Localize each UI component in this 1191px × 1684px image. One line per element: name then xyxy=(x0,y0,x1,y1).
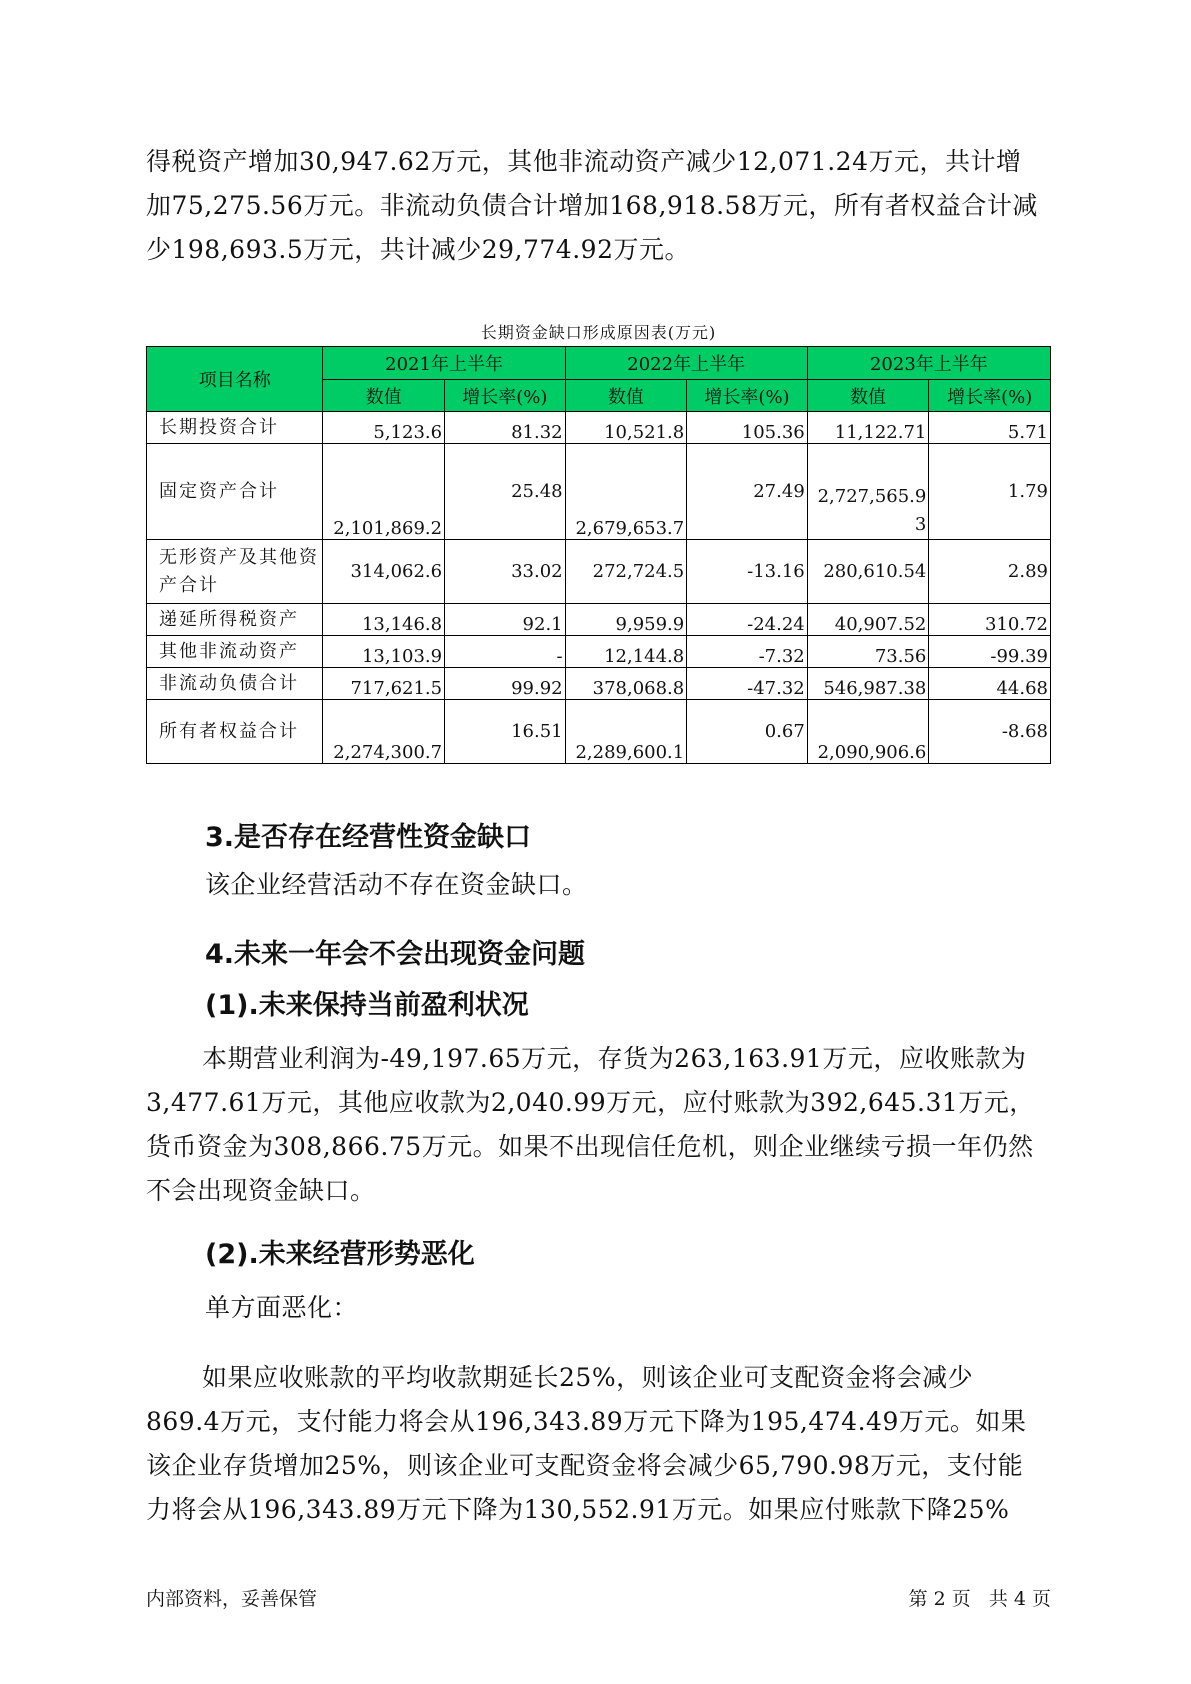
table-row xyxy=(147,604,1051,636)
header-growth: 增长率(%) xyxy=(687,380,808,412)
cell-value: 10,521.8 xyxy=(565,412,687,444)
cell-value: 12,144.8 xyxy=(565,636,687,668)
cell-growth: 27.49 xyxy=(687,444,808,540)
cell-growth: 5.71 xyxy=(929,412,1051,444)
cell-growth: -99.39 xyxy=(929,636,1051,668)
table-row xyxy=(147,540,1051,604)
cell-value: 2,274,300.7 xyxy=(323,700,445,764)
header-growth: 增长率(%) xyxy=(929,380,1051,412)
cell-growth: 44.68 xyxy=(929,668,1051,700)
cell-value: 13,103.9 xyxy=(323,636,445,668)
header-growth: 增长率(%) xyxy=(445,380,566,412)
cell-growth: 0.67 xyxy=(687,700,808,764)
header-value: 数值 xyxy=(323,380,445,412)
cell-value: 11,122.71 xyxy=(807,412,929,444)
cell-value: 2,101,869.2 xyxy=(323,444,445,540)
cell-growth: 310.72 xyxy=(929,604,1051,636)
cell-growth: -8.68 xyxy=(929,700,1051,764)
section4-sub2-intro: 单方面恶化： xyxy=(205,1293,359,1322)
section4-sub1-heading: (1).未来保持当前盈利状况 xyxy=(205,990,529,1021)
cell-growth: -24.24 xyxy=(687,604,808,636)
cell-value: 73.56 xyxy=(807,636,929,668)
cell-value: 717,621.5 xyxy=(323,668,445,700)
cell-growth: -7.32 xyxy=(687,636,808,668)
cell-value: 2,679,653.7 xyxy=(565,444,687,540)
header-period-2021: 2021年上半年 xyxy=(323,347,565,380)
row-label: 所有者权益合计 xyxy=(147,700,323,764)
intro-paragraph: 得税资产增加30,947.62万元，其他非流动资产减少12,071.24万元，共计增加75,275.56万元。非流动负债合计增加168,918.58万元，所有者权益合计减少198,693.5万元，共计减少29,774.92万元。 xyxy=(146,147,1038,264)
table-row xyxy=(147,700,1051,764)
cell-value: 2,289,600.1 xyxy=(565,700,687,764)
footer-page-number: 第 2 页 共 4 页 xyxy=(908,1588,1051,1610)
table-row xyxy=(147,636,1051,668)
table-row xyxy=(147,412,1051,444)
cell-growth: 2.89 xyxy=(929,540,1051,604)
cell-growth: 1.79 xyxy=(929,444,1051,540)
section3-heading: 3.是否存在经营性资金缺口 xyxy=(205,822,532,853)
cell-growth: 99.92 xyxy=(445,668,566,700)
cell-value: 314,062.6 xyxy=(323,540,445,604)
cell-growth: 105.36 xyxy=(687,412,808,444)
row-label: 递延所得税资产 xyxy=(147,604,323,636)
row-label: 固定资产合计 xyxy=(147,444,323,540)
cell-growth: -47.32 xyxy=(687,668,808,700)
cell-growth: -13.16 xyxy=(687,540,808,604)
cell-value: 378,068.8 xyxy=(565,668,687,700)
table-row xyxy=(147,444,1051,540)
table-caption: 长期资金缺口形成原因表(万元) xyxy=(480,323,717,342)
section3-text: 该企业经营活动不存在资金缺口。 xyxy=(205,870,588,899)
cell-value: 272,724.5 xyxy=(565,540,687,604)
cell-value: 280,610.54 xyxy=(807,540,929,604)
capital-gap-table xyxy=(146,346,1051,764)
header-value: 数值 xyxy=(565,380,687,412)
cell-growth: - xyxy=(445,636,566,668)
section4-sub1-text: 本期营业利润为-49,197.65万元，存货为263,163.91万元，应收账款为3,477.61万元，其他应收款为2,040.99万元，应付账款为392,645.31万元，货币资金为308,866.75万元。如果不出现信任危机，则企业继续亏损一年仍然不会出现资金缺口。 xyxy=(146,1044,1035,1205)
row-label: 长期投资合计 xyxy=(147,412,323,444)
cell-growth: 16.51 xyxy=(445,700,566,764)
header-item-name: 项目名称 xyxy=(147,347,323,412)
row-label: 其他非流动资产 xyxy=(147,636,323,668)
section4-sub2-heading: (2).未来经营形势恶化 xyxy=(205,1239,475,1270)
cell-value: 5,123.6 xyxy=(323,412,445,444)
cell-growth: 81.32 xyxy=(445,412,566,444)
section4-sub2-text: 如果应收账款的平均收款期延长25%，则该企业可支配资金将会减少869.4万元，支付能力将会从196,343.89万元下降为195,474.49万元。如果该企业存货增加25%，则该企业可支配资金将会减少65,790.98万元，支付能力将会从196,343.89万元下降为130,552.91万元。如果应付账款下降25% xyxy=(146,1363,1027,1524)
cell-growth: 33.02 xyxy=(445,540,566,604)
header-period-2022: 2022年上半年 xyxy=(565,347,807,380)
cell-value: 546,987.38 xyxy=(807,668,929,700)
cell-value: 9,959.9 xyxy=(565,604,687,636)
cell-growth: 92.1 xyxy=(445,604,566,636)
header-value: 数值 xyxy=(807,380,929,412)
row-label: 无形资产及其他资产合计 xyxy=(147,540,323,604)
cell-growth: 25.48 xyxy=(445,444,566,540)
cell-value: 2,090,906.6 xyxy=(807,700,929,764)
footer-confidential-note: 内部资料，妥善保管 xyxy=(146,1588,318,1610)
row-label: 非流动负债合计 xyxy=(147,668,323,700)
cell-value: 13,146.8 xyxy=(323,604,445,636)
table-row xyxy=(147,668,1051,700)
header-period-2023: 2023年上半年 xyxy=(807,347,1050,380)
cell-value: 40,907.52 xyxy=(807,604,929,636)
cell-value: 2,727,565.93 xyxy=(807,444,929,540)
section4-heading: 4.未来一年会不会出现资金问题 xyxy=(205,939,586,970)
